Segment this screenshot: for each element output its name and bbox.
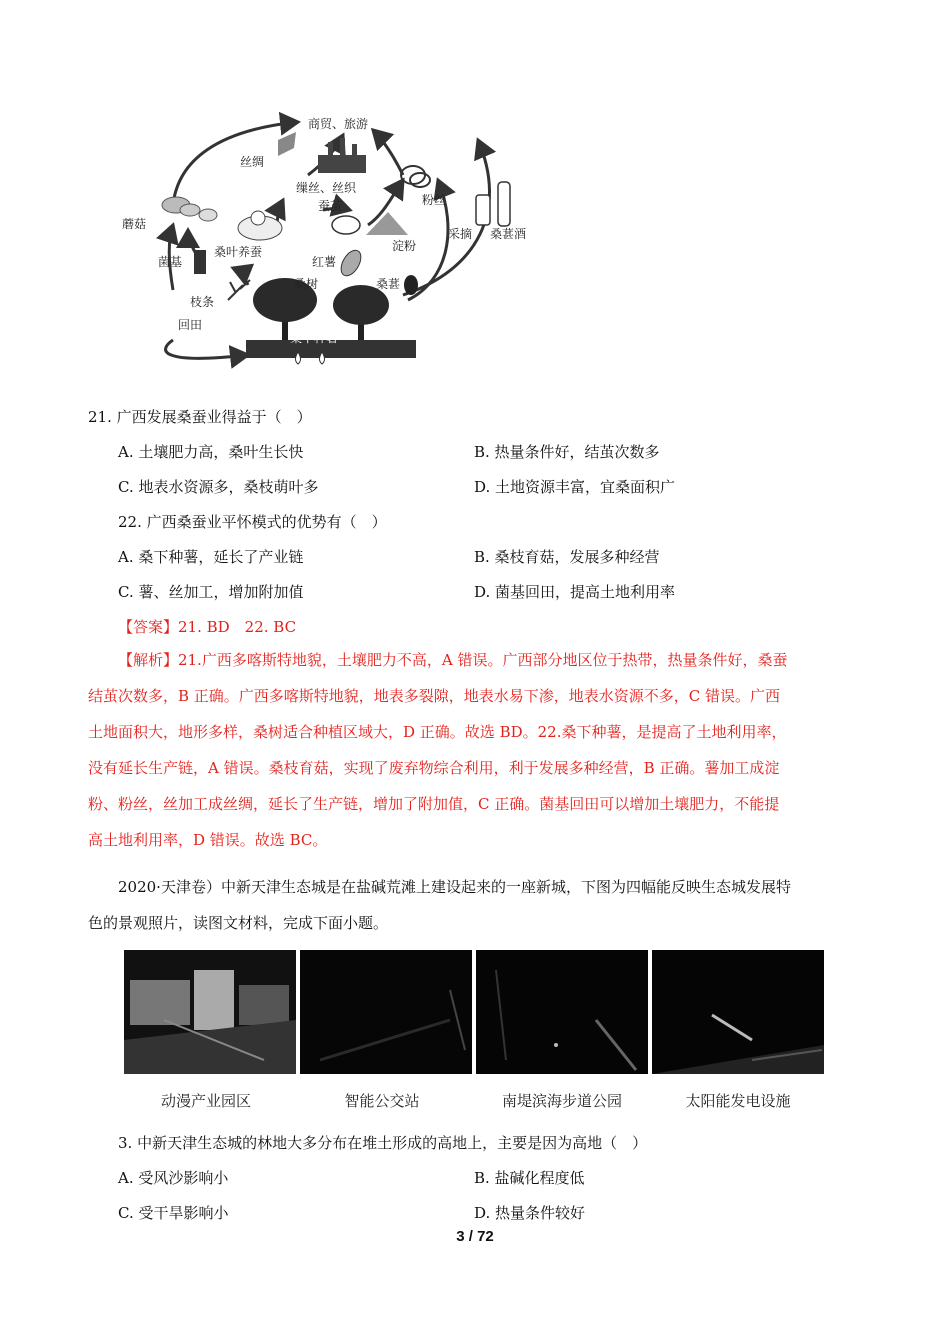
q22-option-d: D. 菌基回田，提高土地利用率 bbox=[474, 583, 676, 601]
label-picking: 采摘 bbox=[448, 227, 473, 241]
mulberry-fruit-icon bbox=[404, 275, 418, 295]
label-intercrop: 桑下种薯 bbox=[290, 331, 339, 345]
analysis-line: 【解析】21.广西多喀斯特地貌，土壤肥力不高，A 错误。广西部分地区位于热带，热量条件好，桑蚕 bbox=[118, 651, 788, 669]
photo-bus-station bbox=[300, 950, 472, 1074]
vermicelli-icon bbox=[401, 166, 430, 187]
photo-strip bbox=[120, 950, 830, 1120]
label-reeling: 缫丝、丝织 bbox=[296, 181, 357, 195]
photo-caption: 动漫产业园区 bbox=[160, 1092, 251, 1110]
label-mulberry-tree: 桑树 bbox=[294, 277, 319, 291]
fungus-base-icon bbox=[194, 250, 206, 274]
analysis-line: 土地面积大，地形多样，桑树适合种植区域大，D 正确。故选 BD。22.桑下种薯，是提高了土地利用率， bbox=[88, 723, 787, 741]
label-silk: 丝绸 bbox=[240, 155, 265, 169]
q3-option-c: C. 受干旱影响小 bbox=[118, 1204, 229, 1222]
label-trade: 商贸、旅游 bbox=[308, 117, 369, 131]
silkworm-leaf-icon bbox=[238, 211, 282, 240]
intro-line: 2020·天津卷）中新天津生态城是在盐碱荒滩上建设起来的一座新城，下图为四幅能反映生态城发展特 bbox=[118, 878, 791, 896]
q21-option-a: A. 土壤肥力高，桑叶生长快 bbox=[118, 443, 304, 461]
q21-stem: 21. 广西发展桑蚕业得益于（ ） bbox=[88, 408, 312, 426]
label-mulberry-fruit: 桑葚 bbox=[376, 277, 401, 291]
label-fungus: 菌基 bbox=[158, 255, 183, 269]
photo-seaside-park bbox=[476, 950, 648, 1074]
factory-icon bbox=[318, 138, 366, 173]
q22-option-a: A. 桑下种薯，延长了产业链 bbox=[118, 548, 304, 566]
q3-option-b: B. 盐碱化程度低 bbox=[474, 1169, 585, 1187]
analysis-line: 粉、粉丝，丝加工成丝绸，延长了生产链，增加了附加值，C 正确。菌基回田可以增加土壤肥力，不能提 bbox=[88, 795, 780, 813]
label-branch: 枝条 bbox=[190, 295, 215, 309]
mulberry-circular-economy-diagram bbox=[118, 100, 558, 370]
label-wine: 桑葚酒 bbox=[490, 227, 527, 241]
branch-icon bbox=[228, 280, 250, 300]
mulberry-tree-icon bbox=[333, 285, 389, 340]
page-number: 3 / 72 bbox=[456, 1228, 494, 1245]
sweet-potato-icon bbox=[337, 247, 365, 279]
label-leaf-silkworm: 桑叶养蚕 bbox=[214, 245, 263, 259]
q22-stem: 22. 广西桑蚕业平怀模式的优势有（ ） bbox=[118, 513, 387, 531]
label-mushroom: 蘑菇 bbox=[122, 217, 147, 231]
label-starch: 淀粉 bbox=[392, 239, 417, 253]
analysis-line: 高土地利用率，D 错误。故选 BC。 bbox=[88, 831, 328, 849]
photo-solar-facility bbox=[652, 950, 824, 1074]
q21-option-d: D. 土地资源丰富，宜桑面积广 bbox=[474, 478, 676, 496]
q21-option-c: C. 地表水资源多，桑枝萌叶多 bbox=[118, 478, 319, 496]
photo-caption: 智能公交站 bbox=[344, 1092, 420, 1110]
bottle-icon bbox=[476, 182, 510, 226]
q3-option-d: D. 热量条件较好 bbox=[474, 1204, 586, 1222]
label-noodles: 粉丝 bbox=[422, 193, 447, 207]
mushroom-icon bbox=[162, 197, 217, 221]
photo-caption: 太阳能发电设施 bbox=[685, 1092, 791, 1110]
q3-stem: 3. 中新天津生态城的林地大多分布在堆土形成的高地上，主要是因为高地（ ） bbox=[118, 1134, 648, 1152]
label-cocoon: 蚕茧 bbox=[318, 199, 343, 213]
q21-option-b: B. 热量条件好，结茧次数多 bbox=[474, 443, 660, 461]
q3-option-a: A. 受风沙影响小 bbox=[118, 1169, 229, 1187]
analysis-line: 没有延长生产链，A 错误。桑枝育菇，实现了废弃物综合利用，利于发展多种经营，B 正确。薯加工成淀 bbox=[88, 759, 780, 777]
photo-animation-park bbox=[124, 950, 296, 1074]
silk-icon bbox=[278, 132, 296, 156]
q22-option-b: B. 桑枝育菇，发展多种经营 bbox=[474, 548, 660, 566]
analysis-line: 结茧次数多，B 正确。广西多喀斯特地貌，地表多裂隙，地表水易下渗，地表水资源不多，C 错误。广西 bbox=[88, 687, 781, 705]
intro-line: 色的景观照片，读图文材料，完成下面小题。 bbox=[88, 914, 389, 932]
photo-caption: 南堤滨海步道公园 bbox=[501, 1092, 622, 1110]
analysis-block bbox=[88, 642, 868, 858]
answer-line: 【答案】21. BD 22. BC bbox=[118, 618, 297, 636]
label-return-field: 回田 bbox=[178, 318, 203, 332]
label-sweet-potato: 红薯 bbox=[312, 255, 337, 269]
q22-option-c: C. 薯、丝加工，增加附加值 bbox=[118, 583, 304, 601]
cocoon-icon bbox=[332, 216, 360, 234]
